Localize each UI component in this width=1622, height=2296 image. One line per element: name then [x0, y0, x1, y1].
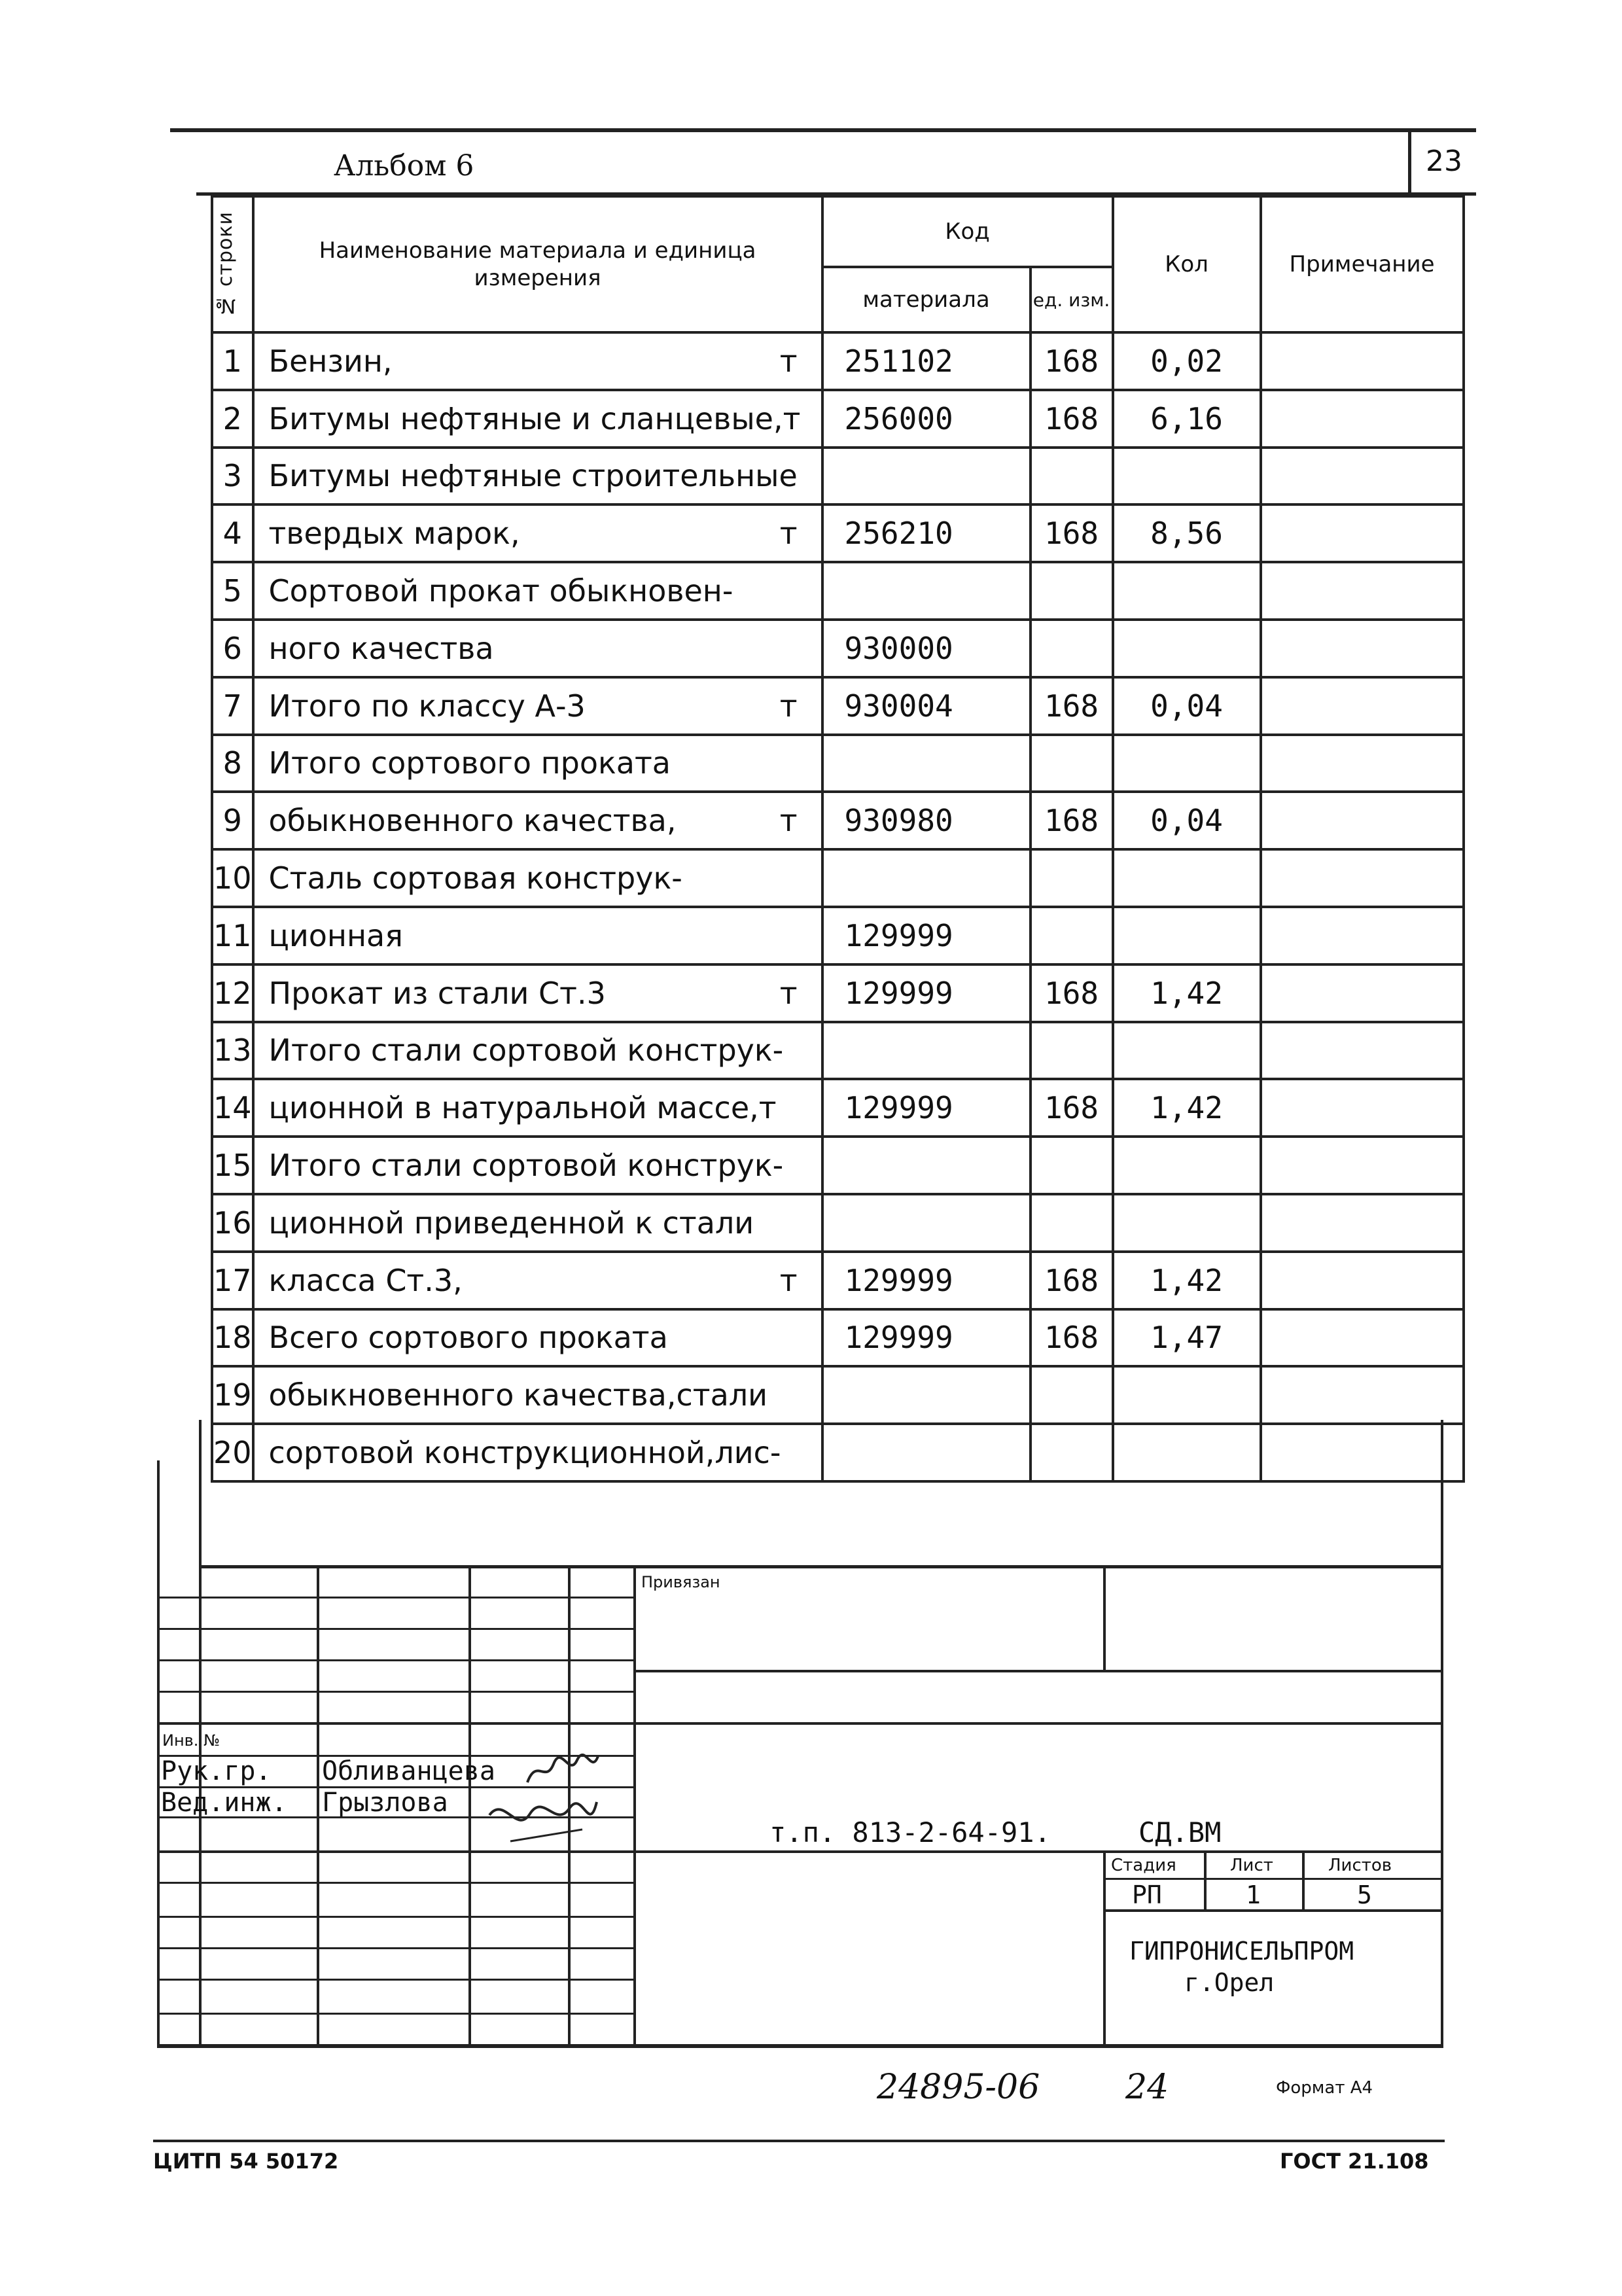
- row-name: ционной приведенной к стали: [268, 1205, 754, 1241]
- grid-line: [1103, 1909, 1443, 1912]
- handwritten-page: 24: [1125, 2068, 1169, 2107]
- row-name: Сталь сортовая конструк-: [268, 860, 682, 896]
- grid-line: [157, 1916, 636, 1918]
- table-row: 5 Сортовой прокат обыкновен-: [212, 562, 1464, 620]
- grid-line: [1204, 1850, 1207, 1911]
- grid-line: [157, 1722, 1443, 1725]
- grid-line: [1302, 1850, 1305, 1911]
- row-note: [1261, 1079, 1464, 1137]
- sheets-value: 5: [1357, 1881, 1372, 1909]
- row-unit: т: [779, 343, 798, 379]
- table-row: 4 твердых марок, т 256210 168 8,56: [212, 504, 1464, 562]
- header-note: Примечание: [1261, 196, 1464, 332]
- printer-label: ЦИТП 54 50172: [153, 2149, 339, 2174]
- row-unit: т: [779, 688, 798, 724]
- row-note: [1261, 792, 1464, 849]
- row-note: [1261, 620, 1464, 677]
- sheets-label: Листов: [1328, 1856, 1392, 1875]
- row-name: обыкновенного качества,стали: [268, 1377, 768, 1413]
- album-label: Альбом 6: [334, 149, 474, 183]
- row-note: [1261, 1194, 1464, 1252]
- title-block-bottom-rule: [157, 2044, 1443, 2048]
- table-row: 12 Прокат из стали Ст.3 т 129999 168 1,42: [212, 964, 1464, 1022]
- row-name: сортовой конструкционной,лис-: [268, 1435, 781, 1471]
- row-name: Итого по классу А-3: [268, 688, 586, 724]
- table-row: 15 Итого стали сортовой конструк-: [212, 1137, 1464, 1194]
- header-qty: Кол: [1113, 196, 1261, 332]
- row-note: [1261, 1424, 1464, 1481]
- row-name: твердых марок,: [268, 516, 520, 552]
- staff-role-1: Рук.гр.: [161, 1756, 272, 1786]
- row-note: [1261, 1022, 1464, 1080]
- inv-no-label: Инв. №: [162, 1731, 220, 1750]
- row-note: [1261, 448, 1464, 505]
- row-note: [1261, 849, 1464, 907]
- header-code: Код: [822, 196, 1113, 267]
- table-row: 3 Битумы нефтяные строительные: [212, 448, 1464, 505]
- materials-table: [211, 195, 1465, 1483]
- grid-line: [1103, 1850, 1106, 2048]
- gost-label: ГОСТ 21.108: [1280, 2149, 1429, 2174]
- table-row: 17 класса Ст.3, т 129999 168 1,42: [212, 1252, 1464, 1309]
- top-rule: [170, 128, 1476, 132]
- sheet-number: 23: [1408, 128, 1477, 194]
- table-row: 2 Битумы нефтяные и сланцевые,т 256000 168 6,16: [212, 390, 1464, 448]
- row-no-label: № строки: [214, 211, 237, 317]
- format-label: Формат А4: [1276, 2078, 1373, 2098]
- row-name: Прокат из стали Ст.3: [268, 975, 606, 1011]
- table-row: 16 ционной приведенной к стали: [212, 1194, 1464, 1252]
- grid-line: [157, 1691, 636, 1693]
- sheet-value: 1: [1246, 1881, 1261, 1909]
- staff-name-2: Грызлова: [322, 1788, 448, 1818]
- table-row: 1 Бензин, т 251102 168 0,02: [212, 332, 1464, 390]
- document-code: т.п. 813-2-64-91.: [769, 1816, 1051, 1848]
- row-note: [1261, 1366, 1464, 1424]
- row-note: [1261, 1137, 1464, 1194]
- grid-line: [157, 1850, 1443, 1853]
- grid-line: [157, 1979, 636, 1981]
- grid-line: [633, 1565, 636, 2048]
- title-block-left-rule: [157, 1460, 160, 2048]
- header-code-unit: ед. изм.: [1031, 267, 1113, 332]
- grid-line: [636, 1670, 1443, 1672]
- grid-line: [157, 1628, 636, 1630]
- row-note: [1261, 1309, 1464, 1367]
- grid-line: [317, 1565, 319, 2048]
- row-unit: т: [779, 516, 798, 552]
- row-name: класса Ст.3,: [268, 1262, 463, 1298]
- organization-name: ГИПРОНИСЕЛЬПРОМ: [1129, 1937, 1354, 1966]
- table-row: 10 Сталь сортовая конструк-: [212, 849, 1464, 907]
- grid-line: [157, 1659, 636, 1661]
- grid-line: [157, 1947, 636, 1949]
- title-block-top-rule: [199, 1565, 1443, 1568]
- row-note: [1261, 735, 1464, 792]
- row-unit: т: [779, 975, 798, 1011]
- header-row-no: [212, 196, 253, 332]
- staff-role-2: Вед.инж.: [161, 1788, 287, 1818]
- row-name: Итого стали сортовой конструк-: [268, 1033, 784, 1069]
- sheet-label: Лист: [1230, 1856, 1273, 1875]
- grid-line: [468, 1565, 471, 2048]
- table-row: 7 Итого по классу А-3 т 930004 168 0,04: [212, 677, 1464, 735]
- grid-line: [1103, 1565, 1106, 1670]
- handwritten-number: 24895-06: [877, 2068, 1040, 2107]
- row-note: [1261, 964, 1464, 1022]
- header-name: Наименование материала и единица измерения: [253, 196, 822, 332]
- table-row: 9 обыкновенного качества, т 930980 168 0,04: [212, 792, 1464, 849]
- row-note: [1261, 504, 1464, 562]
- row-name: Итого стали сортовой конструк-: [268, 1148, 784, 1184]
- row-name: обыкновенного качества,: [268, 803, 677, 839]
- stage-label: Стадия: [1111, 1856, 1176, 1875]
- row-name: Сортовой прокат обыкновен-: [268, 573, 733, 609]
- signature-2: [484, 1795, 602, 1848]
- table-row: 11 ционная 129999: [212, 907, 1464, 964]
- row-note: [1261, 907, 1464, 964]
- signature-1: [523, 1751, 602, 1790]
- document-mark: СД.ВМ: [1138, 1816, 1222, 1848]
- stage-value: РП: [1132, 1881, 1162, 1909]
- row-name: Всего сортового проката: [268, 1320, 668, 1356]
- row-note: [1261, 562, 1464, 620]
- row-name: ционной в натуральной массе,т: [268, 1090, 777, 1126]
- row-name: Битумы нефтяные и сланцевые,т: [268, 400, 801, 436]
- row-name: Битумы нефтяные строительные: [268, 458, 798, 494]
- row-name: ционная: [268, 917, 403, 953]
- row-name: ного качества: [268, 630, 494, 666]
- grid-line: [157, 1882, 636, 1884]
- row-note: [1261, 677, 1464, 735]
- staff-name-1: Обливанцева: [322, 1756, 495, 1786]
- grid-line: [157, 1597, 636, 1598]
- row-unit: т: [779, 1262, 798, 1298]
- row-unit: т: [779, 803, 798, 839]
- row-name: Итого сортового проката: [268, 745, 671, 781]
- table-row: 6 ного качества 930000: [212, 620, 1464, 677]
- row-note: [1261, 390, 1464, 448]
- privyazan-label: Привязан: [641, 1573, 720, 1591]
- title-block: [157, 1565, 1443, 2048]
- row-name: Бензин,: [268, 343, 393, 379]
- table-row: 13 Итого стали сортовой конструк-: [212, 1022, 1464, 1080]
- table-row: 14 ционной в натуральной массе,т 129999 168 1,42: [212, 1079, 1464, 1137]
- table-row: 19 обыкновенного качества,стали: [212, 1366, 1464, 1424]
- organization-city: г.Орел: [1184, 1968, 1275, 1997]
- header-code-material: материала: [822, 267, 1031, 332]
- table-row: 18 Всего сортового проката 129999 168 1,47: [212, 1309, 1464, 1367]
- footer-rule: [153, 2140, 1445, 2142]
- row-note: [1261, 1252, 1464, 1309]
- table-row: 20 сортовой конструкционной,лис-: [212, 1424, 1464, 1481]
- grid-line: [157, 2013, 636, 2015]
- grid-line: [1103, 1878, 1443, 1880]
- row-note: [1261, 332, 1464, 390]
- table-row: 8 Итого сортового проката: [212, 735, 1464, 792]
